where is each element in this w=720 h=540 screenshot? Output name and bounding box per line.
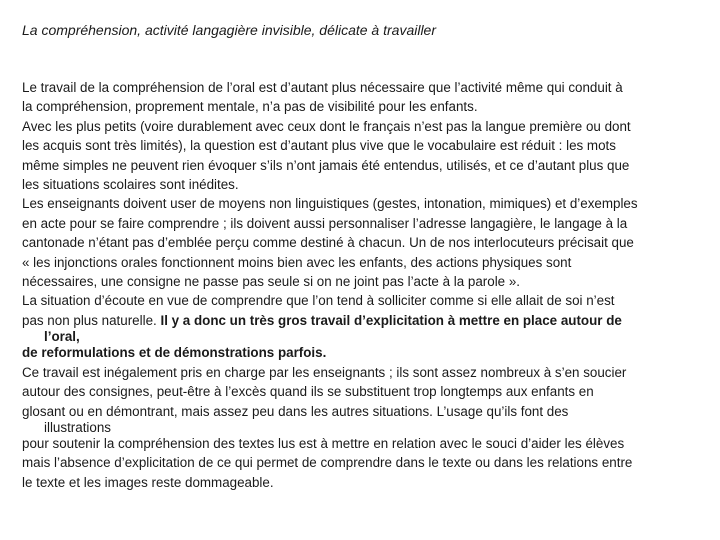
text-line: mais l’absence d’explicitation de ce qui permet de comprendre dans le texte ou dans les relations entre	[22, 455, 633, 471]
text-line: La situation d’écoute en vue de comprendre que l’on tend à solliciter comme si elle allait de soi n’est	[22, 293, 615, 309]
text-line: en acte pour se faire comprendre ; ils doivent aussi personnaliser l’adresse langagière, le langage à la	[22, 215, 628, 231]
text-line: Avec les plus petits (voire durablement avec ceux dont le français n’est pas la langue première ou dont	[22, 118, 631, 134]
text-line: pour soutenir la compréhension des textes lus est à mettre en relation avec le souci d’aider les élèves	[22, 435, 625, 451]
page-title: La compréhension, activité langagière invisible, délicate à travailler	[22, 22, 437, 38]
text-line: nécessaires, une consigne ne passe pas seule si on ne joint pas l’acte à la parole ».	[22, 274, 521, 290]
text-line: glosant ou en démontrant, mais assez peu dans les autres situations. L’usage qu’ils font des	[22, 403, 569, 419]
text-fragment: pas non plus naturelle.	[22, 312, 161, 328]
text-line: les acquis sont très limités), la question est d’autant plus vive que le vocabulaire est réduit : les mots	[22, 138, 616, 154]
text-line: autour des consignes, peut-être à l’excès quand ils se substituent trop longtemps aux enfants en	[22, 384, 594, 400]
text-line: Les enseignants doivent user de moyens non linguistiques (gestes, intonation, mimiques) et d’exemples	[22, 196, 638, 212]
bold-text-line: de reformulations et de démonstrations parfois.	[22, 345, 327, 361]
text-line: le texte et les images reste dommageable.	[22, 474, 274, 490]
bold-text: Il y a donc un très gros travail d’explicitation à mettre en place autour de	[160, 312, 622, 328]
text-line: les situations scolaires sont inédites.	[22, 177, 239, 193]
text-line: même simples ne peuvent rien évoquer s’ils n’ont jamais été entendus, utilisés, et ce d’autant plus que	[22, 157, 630, 173]
text-line: Le travail de la compréhension de l’oral est d’autant plus nécessaire que l’activité même qui conduit à	[22, 80, 623, 95]
body-text	[22, 78, 707, 492]
text-line: cantonade n’étant pas d’emblée perçu comme destiné à chacun. Un de nos interlocuteurs précisait que	[22, 235, 634, 251]
text-line	[22, 311, 707, 330]
bold-text-line: l’oral,	[44, 329, 80, 345]
text-line: illustrations	[44, 419, 111, 435]
text-line: « les injonctions orales fonctionnent moins bien avec les enfants, des actions physiques sont	[22, 254, 572, 270]
text-line: Ce travail est inégalement pris en charge par les enseignants ; ils sont assez nombreux à s’en soucier	[22, 364, 627, 380]
text-line: la compréhension, proprement mentale, n’a pas de visibilité pour les enfants.	[22, 99, 478, 115]
